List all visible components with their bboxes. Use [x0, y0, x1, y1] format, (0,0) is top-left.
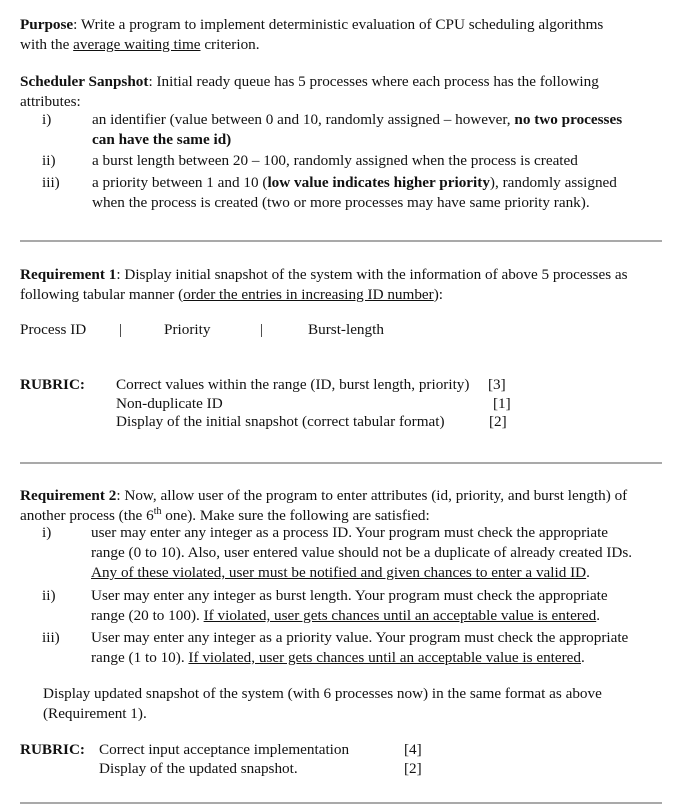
- snapshot-label: Scheduler Sanpshot: [20, 73, 149, 90]
- snapshot-line-2: attributes:: [20, 93, 81, 110]
- req1-rubric-mark-3: [2]: [489, 413, 507, 430]
- snapshot-item-2-text: a burst length between 20 – 100, randomly assigned when the process is created: [92, 152, 578, 169]
- purpose-text-2: with the: [20, 36, 74, 53]
- snapshot-item-1-bold: no two processes: [514, 111, 623, 128]
- snapshot-paragraph: [20, 72, 661, 112]
- req1-line-1: : Display initial snapshot of the system with the information of above 5 processes as: [116, 266, 628, 283]
- req2-paragraph: [20, 486, 661, 526]
- req2-item-1-num: i): [42, 524, 52, 541]
- req2-display-paragraph: [43, 684, 662, 724]
- req2-item-3-line-2-underlined: If violated, user gets chances until an acceptable value is entered: [188, 649, 582, 666]
- req2-item-3-num: iii): [42, 629, 60, 646]
- req2-rubric-row-1: Correct input acceptance implementation: [99, 741, 350, 758]
- col-burst-length: Burst-length: [308, 321, 384, 338]
- req1-line-2-b: ):: [433, 286, 444, 303]
- purpose-label: Purpose: [20, 16, 74, 33]
- req2-line-1: : Now, allow user of the program to enter attributes (id, priority, and burst length) of: [116, 487, 628, 504]
- req2-item-1-line-3-b: .: [586, 564, 590, 581]
- req2-item-1-line-1: user may enter any integer as a process ID. Your program must check the appropriate: [91, 524, 609, 541]
- req2-item-2-line-1: User may enter any integer as burst length. Your program must check the appropriate: [91, 587, 608, 604]
- req2-item-2-num: ii): [42, 587, 56, 604]
- req2-item-3-line-2-b: .: [581, 649, 585, 666]
- req2-item-2-line-2-underlined: If violated, user gets chances until an acceptable value is entered: [203, 607, 597, 624]
- req2-item-3-line-2-a: range (1 to 10).: [91, 649, 189, 666]
- purpose-underlined: average waiting time: [73, 36, 201, 53]
- req2-item-2-line-2-b: .: [596, 607, 600, 624]
- req2-rubric-mark-1: [4]: [404, 741, 422, 758]
- col-separator-2: |: [260, 321, 264, 338]
- req1-rubric-mark-2: [1]: [493, 395, 511, 412]
- snapshot-item-3-text-a: a priority between 1 and 10 (: [92, 174, 268, 191]
- req1-rubric-row-2: Non-duplicate ID: [116, 395, 223, 412]
- section-divider-3: [20, 802, 662, 804]
- req2-display-line-2: (Requirement 1).: [43, 705, 147, 722]
- req2-rubric-label: RUBRIC:: [20, 741, 85, 758]
- snapshot-item-3-bold: low value indicates higher priority: [267, 174, 490, 191]
- purpose-text-1: : Write a program to implement deterministic evaluation of CPU scheduling algorithms: [73, 16, 604, 33]
- snapshot-line-1: : Initial ready queue has 5 processes where each process has the following: [148, 73, 599, 90]
- col-priority: Priority: [164, 321, 211, 338]
- section-divider-1: [20, 240, 662, 242]
- req2-line-2-sup: th: [153, 505, 162, 517]
- req1-rubric-row-3: Display of the initial snapshot (correct tabular format): [116, 413, 445, 430]
- req1-paragraph: [20, 265, 661, 305]
- snapshot-item-3-num: iii): [42, 174, 60, 191]
- req2-line-2-b: one). Make sure the following are satisfied:: [161, 507, 430, 524]
- req1-rubric-mark-1: [3]: [488, 376, 506, 393]
- col-process-id: Process ID: [20, 321, 87, 338]
- req2-item-2-line-2-a: range (20 to 100).: [91, 607, 204, 624]
- req1-line-2-a: following tabular manner (: [20, 286, 184, 303]
- req2-rubric-mark-2: [2]: [404, 760, 422, 777]
- section-divider-2: [20, 462, 662, 464]
- req2-rubric-row-2: Display of the updated snapshot.: [99, 760, 298, 777]
- snapshot-item-1-text: an identifier (value between 0 and 10, randomly assigned – however,: [92, 111, 515, 128]
- col-separator-1: |: [119, 321, 123, 338]
- req1-rubric-label: RUBRIC:: [20, 376, 85, 393]
- req2-item-1-line-3-underlined: Any of these violated, user must be notified and given chances to enter a valid ID: [91, 564, 587, 581]
- req1-rubric-row-1: Correct values within the range (ID, burst length, priority): [116, 376, 470, 393]
- req1-line-2-underlined: order the entries in increasing ID number: [183, 286, 434, 303]
- snapshot-item-1-bold-2: can have the same id): [92, 131, 232, 148]
- snapshot-item-2-num: ii): [42, 152, 56, 169]
- purpose-text-3: criterion.: [200, 36, 260, 53]
- req2-item-3-line-1: User may enter any integer as a priority value. Your program must check the appropriate: [91, 629, 629, 646]
- req2-line-2-a: another process (the 6: [20, 507, 154, 524]
- snapshot-item-3-text-c: ), randomly assigned: [489, 174, 617, 191]
- req1-label: Requirement 1: [20, 266, 117, 283]
- snapshot-item-1-num: i): [42, 111, 52, 128]
- req2-display-line-1: Display updated snapshot of the system (with 6 processes now) in the same format as above: [43, 685, 602, 702]
- purpose-paragraph: [20, 15, 661, 55]
- req2-item-1-line-2: range (0 to 10). Also, user entered value should not be a duplicate of already created IDs.: [91, 544, 633, 561]
- snapshot-item-3-line-2: when the process is created (two or more processes may have same priority rank).: [92, 194, 590, 211]
- req2-label: Requirement 2: [20, 487, 117, 504]
